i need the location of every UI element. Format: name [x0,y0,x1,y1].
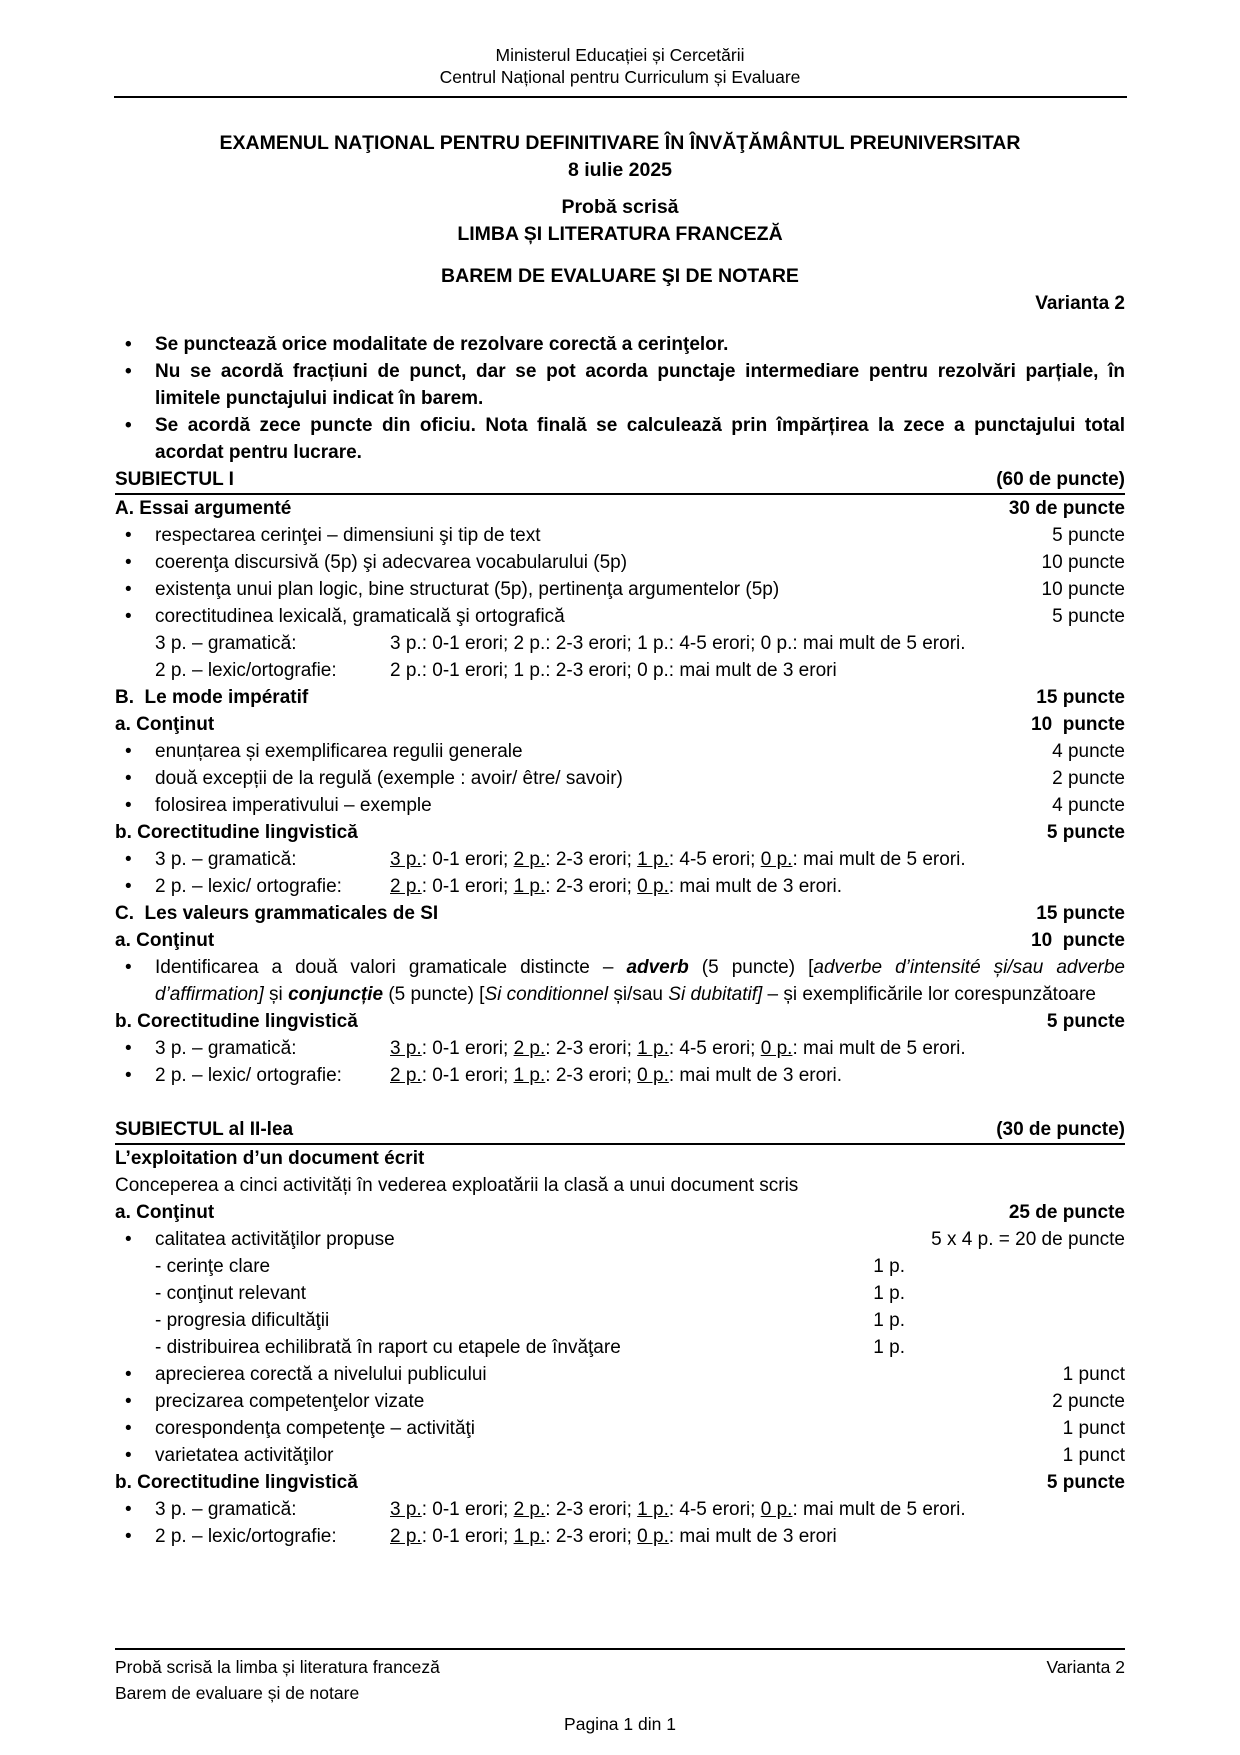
bullet-icon: • [125,1065,132,1086]
content-subheading-points: 10 puncte [1031,714,1125,735]
item-text: corespondenţa competenţe – activităţi [155,1418,476,1439]
ident-text: (5 puncte) [ [383,984,485,1005]
ident-text: Identificarea a două valori gramaticale distincte – [155,957,627,978]
ident-term: conjuncție [288,984,384,1005]
grading-detail: 3 p.: 0-1 erori; 2 p.: 2-3 erori; 1 p.: 4-5 erori; 0 p.: mai mult de 5 erori. [390,1038,966,1059]
grading-line [115,630,1125,657]
exam-date: 8 iulie 2025 [567,159,673,181]
intro-note-text: Se punctează orice modalitate de rezolvare corectă a cerinţelor. [155,334,729,355]
ident-text: și [263,984,289,1005]
grading-line [115,1035,1125,1062]
linguistic-subheading: b. Corectitudine lingvistică [115,1472,358,1493]
bullet-icon: • [125,1418,132,1439]
list-item [115,549,1125,576]
grading-line [115,873,1125,900]
title-block [0,130,1240,290]
ident-text: (5 puncte) [ [688,957,814,978]
linguistic-subheading: b. Corectitudine lingvistică [115,822,358,843]
bullet-icon: • [125,795,132,816]
section-a-title: A. Essai argumenté [115,498,292,519]
discipline-title: LIMBA ȘI LITERATURA FRANCEZĂ [457,223,783,245]
org-header [0,0,1240,88]
grading-line [115,1496,1125,1523]
linguistic-subheading-row [115,1008,1125,1035]
sub-item [115,1253,1125,1280]
bullet-icon: • [125,334,132,355]
item-points: 4 puncte [1052,741,1125,762]
grading-label: 2 p. – lexic/ ortografie: [155,1065,342,1086]
grading-line [115,1523,1125,1550]
bullet-icon: • [125,876,132,897]
subject1-heading: SUBIECTUL I [115,469,234,490]
grading-detail: 3 p.: 0-1 erori; 2 p.: 2-3 erori; 1 p.: 4-5 erori; 0 p.: mai mult de 5 erori. [390,849,966,870]
grading-line [115,846,1125,873]
item-text: coerenţa discursivă (5p) şi adecvarea vocabularului (5p) [155,552,628,573]
content-subheading-points: 25 de puncte [1008,1202,1125,1223]
ident-text: – și exemplificările lor corespunzătoare [762,984,1096,1005]
sub-item [115,1334,1125,1361]
org-line1: Ministerul Educației și Cercetării [495,45,745,65]
content-subheading: a. Conţinut [115,930,215,951]
section-c-title-row [115,900,1125,927]
proba-label: Probă scrisă [561,196,679,218]
subject1-points: (60 de puncte) [996,469,1125,490]
item-points: 1 punct [1062,1364,1125,1385]
sub-item-points: 1 p. [873,1283,905,1304]
item-text: existenţa unui plan logic, bine structurat (5p), pertinenţa argumentelor (5p) [155,579,780,600]
item-points: 1 punct [1062,1418,1125,1439]
sub-item-points: 1 p. [873,1310,905,1331]
ident-example: Si dubitatif] [668,984,763,1005]
section-b-points: 15 puncte [1036,687,1125,708]
barem-title: BAREM DE EVALUARE ŞI DE NOTARE [441,265,799,287]
content-subheading-row [115,711,1125,738]
list-item [115,522,1125,549]
item-points: 2 puncte [1052,1391,1125,1412]
item-points: 5 puncte [1052,525,1125,546]
grading-label: 3 p. – gramatică: [155,633,297,654]
section-c-title: C. Les valeurs grammaticales de SI [115,903,439,924]
linguistic-subheading-points: 5 puncte [1046,1011,1125,1032]
list-item [115,1388,1125,1415]
section-a-points: 30 de puncte [1008,498,1125,519]
bullet-icon: • [125,1445,132,1466]
item-points: 10 puncte [1041,552,1125,573]
variant-label: Varianta 2 [1035,293,1125,314]
item-text: folosirea imperativului – exemple [155,795,432,816]
bullet-icon: • [125,579,132,600]
item-text: enunțarea și exemplificarea regulii generale [155,741,523,762]
bullet-icon: • [125,525,132,546]
sub-item-text: - conţinut relevant [155,1283,307,1304]
subject2-points: (30 de puncte) [996,1119,1125,1140]
org-line2: Centrul Național pentru Curriculum și Evaluare [439,67,801,87]
sub-item [115,1280,1125,1307]
intro-note [115,331,1125,358]
bullet-icon: • [125,957,132,978]
grading-detail: 2 p.: 0-1 erori; 1 p.: 2-3 erori; 0 p.: mai mult de 3 erori. [390,876,843,897]
grading-label: 3 p. – gramatică: [155,1499,297,1520]
subject1-heading-row [115,466,1125,495]
section-a-title-row [115,495,1125,522]
grading-line [115,657,1125,684]
bullet-icon: • [125,849,132,870]
bullet-icon: • [125,1229,132,1250]
item-text: aprecierea corectă a nivelului publicului [155,1364,487,1385]
item-text: precizarea competenţelor vizate [155,1391,425,1412]
subject2-subtitle: L’exploitation d’un document écrit [115,1148,425,1169]
grading-detail: 2 p.: 0-1 erori; 1 p.: 2-3 erori; 0 p.: mai mult de 3 erori. [390,1065,843,1086]
bullet-icon: • [125,1364,132,1385]
ident-example: Si conditionnel [484,984,609,1005]
subject2-heading: SUBIECTUL al II-lea [115,1119,294,1140]
section-c-points: 15 puncte [1036,903,1125,924]
sub-item-text: - cerinţe clare [155,1256,271,1277]
content-subheading: a. Conţinut [115,714,215,735]
sub-item-text: - distribuirea echilibrată în raport cu etapele de învăţare [155,1337,621,1358]
linguistic-subheading-row [115,819,1125,846]
bullet-icon: • [125,768,132,789]
list-item [115,603,1125,630]
intro-note-text: Se acordă zece puncte din oficiu. Nota finală se calculează prin împărțirea la zece a punctajului total acordat pentru lucrare. [155,415,1131,463]
grading-label: 3 p. – gramatică: [155,849,297,870]
footer-proba: Probă scrisă la limba și literatura franceză [115,1657,440,1677]
footer-variant: Varianta 2 [1046,1657,1125,1677]
item-text: două excepții de la regulă (exemple : avoir/ être/ savoir) [155,768,623,789]
footer-rule [115,1648,1125,1650]
content-subheading-points: 10 puncte [1031,930,1125,951]
item-points: 1 punct [1062,1445,1125,1466]
bullet-icon: • [125,361,132,382]
item-points: 4 puncte [1052,795,1125,816]
grading-label: 2 p. – lexic/ortografie: [155,660,337,681]
bullet-icon: • [125,1526,132,1547]
item-text: calitatea activităţilor propuse [155,1229,395,1250]
grading-detail: 3 p.: 0-1 erori; 2 p.: 2-3 erori; 1 p.: 4-5 erori; 0 p.: mai mult de 5 erori. [390,633,966,654]
list-item [115,1361,1125,1388]
grading-detail: 2 p.: 0-1 erori; 1 p.: 2-3 erori; 0 p.: mai mult de 3 erori [390,1526,837,1547]
linguistic-subheading-points: 5 puncte [1046,1472,1125,1493]
bullet-icon: • [125,1391,132,1412]
sub-item-points: 1 p. [873,1337,905,1358]
section-b-title-row [115,684,1125,711]
item-points: 10 puncte [1041,579,1125,600]
list-item [115,738,1125,765]
ident-example: adverbe d’intensité și/sau adverbe d’affirmation] [155,957,1131,1005]
intro-note [115,412,1131,466]
list-item [115,1442,1125,1469]
item-text: varietatea activităţilor [155,1445,334,1466]
ident-text: și/sau [608,984,669,1005]
exam-title: EXAMENUL NAŢIONAL PENTRU DEFINITIVARE ÎN ÎNVĂŢĂMÂNTUL PREUNIVERSITAR [219,132,1021,154]
identification-item [115,954,1131,1008]
sub-item-text: - progresia dificultăţii [155,1310,330,1331]
footer-page-number: Pagina 1 din 1 [564,1714,676,1734]
item-text: corectitudinea lexicală, gramaticală şi ortografică [155,606,565,627]
bullet-icon: • [125,606,132,627]
bullet-icon: • [125,1499,132,1520]
item-points: 2 puncte [1052,768,1125,789]
linguistic-subheading: b. Corectitudine lingvistică [115,1011,358,1032]
header-rule [114,96,1127,98]
intro-notes [115,331,1131,466]
linguistic-subheading-points: 5 puncte [1046,822,1125,843]
item-text: respectarea cerinţei – dimensiuni şi tip de text [155,525,541,546]
bullet-icon: • [125,552,132,573]
list-item [115,765,1125,792]
list-item [115,792,1125,819]
content-subheading: a. Conţinut [115,1202,215,1223]
intro-note-text: Nu se acordă fracțiuni de punct, dar se pot acorda punctaje intermediare pentru rezolvări parțiale, în limitele punctajului indicat în barem. [155,361,1131,409]
sub-item-points: 1 p. [873,1256,905,1277]
grading-label: 2 p. – lexic/ ortografie: [155,876,342,897]
list-item [115,576,1125,603]
page-footer [115,1648,1125,1737]
bullet-icon: • [125,741,132,762]
grading-label: 2 p. – lexic/ortografie: [155,1526,337,1547]
content-subheading-row [115,1199,1125,1226]
content-subheading-row [115,927,1125,954]
bullet-icon: • [125,1038,132,1059]
grading-line [115,1062,1125,1089]
grading-label: 3 p. – gramatică: [155,1038,297,1059]
sub-item [115,1307,1125,1334]
bullet-icon: • [125,415,132,436]
linguistic-subheading-row [115,1469,1125,1496]
subject2-heading-row [115,1116,1125,1145]
section-b-title: B. Le mode impératif [115,687,309,708]
footer-barem: Barem de evaluare și de notare [115,1683,360,1703]
grading-detail: 3 p.: 0-1 erori; 2 p.: 2-3 erori; 1 p.: 4-5 erori; 0 p.: mai mult de 5 erori. [390,1499,966,1520]
list-item [115,1415,1125,1442]
grading-detail: 2 p.: 0-1 erori; 1 p.: 2-3 erori; 0 p.: mai mult de 3 erori [390,660,837,681]
ident-term: adverb [626,957,689,978]
item-points: 5 puncte [1052,606,1125,627]
item-points: 5 x 4 p. = 20 de puncte [931,1229,1125,1250]
intro-note [115,358,1131,412]
subject2-description: Conceperea a cinci activități în vederea exploatării la clasă a unui document scris [115,1175,799,1196]
list-item [115,1226,1125,1253]
